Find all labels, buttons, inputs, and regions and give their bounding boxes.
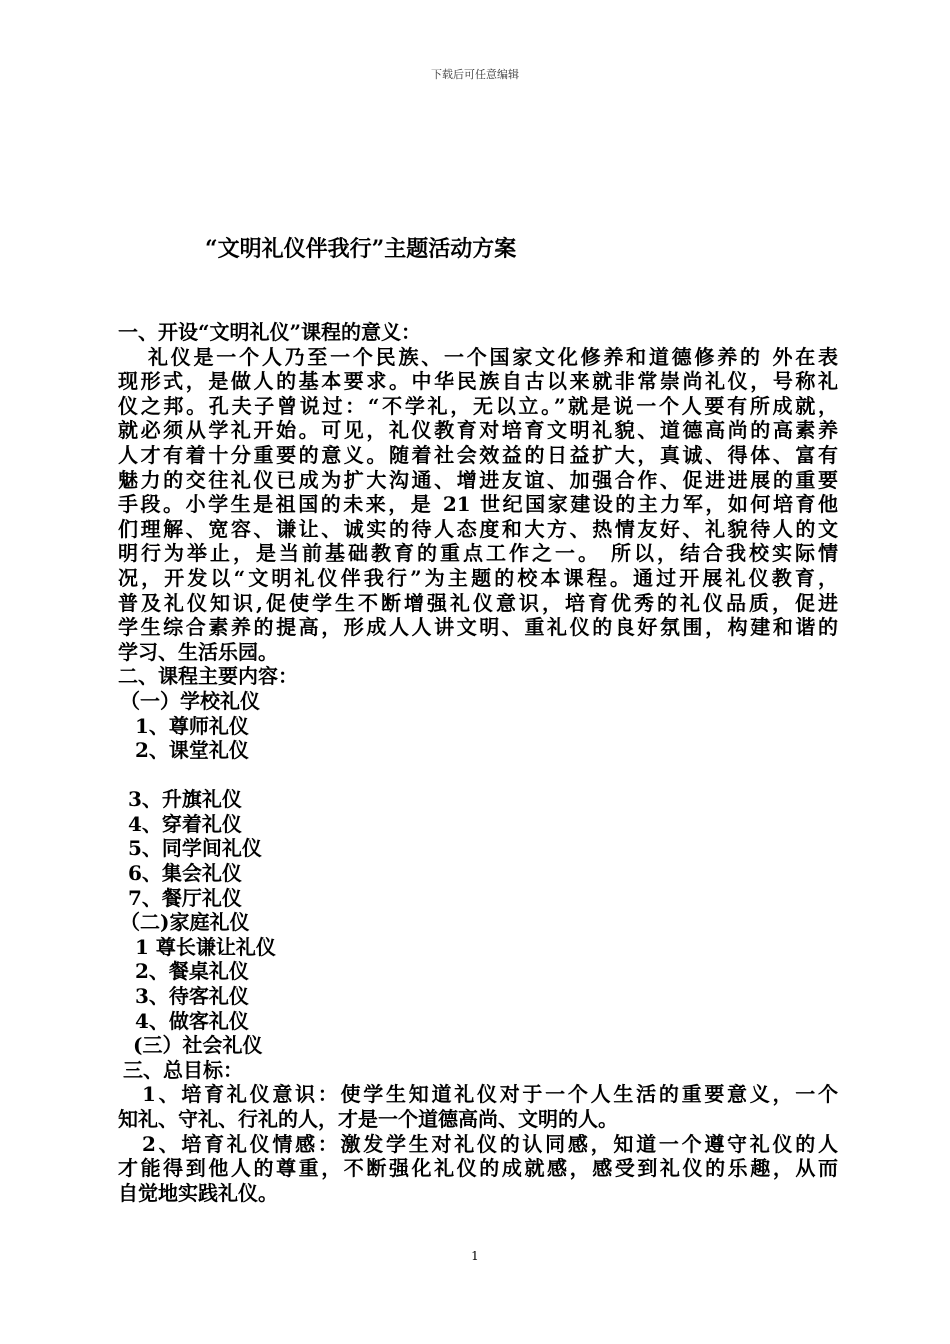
text-line: 自觉地实践礼仪。 xyxy=(118,1180,278,1205)
text-line: 手段。小学生是祖国的未来，是 21 世纪国家建设的主力军，如何培育他 xyxy=(118,492,838,517)
text-line: 知礼、守礼、行礼的人，才是一个道德高尚、文明的人。 xyxy=(118,1107,618,1131)
text-line: 2、餐桌礼仪 xyxy=(135,959,249,984)
text-line: 5、同学间礼仪 xyxy=(128,836,262,861)
text-line: 人才有着十分重要的意义。随着社会效益的日益扩大，真诚、得体、富有 xyxy=(118,442,838,467)
text-line: 4、做客礼仪 xyxy=(135,1008,249,1033)
text-line: （二)家庭礼仪 xyxy=(120,910,250,935)
text-line: 学习、生活乐园。 xyxy=(118,639,278,664)
text-line: 1 尊长谦让礼仪 xyxy=(135,934,276,959)
text-line: 2、课堂礼仪 xyxy=(135,738,249,763)
header-note: 下载后可任意编辑 xyxy=(431,68,519,81)
text-line: 1、尊师礼仪 xyxy=(135,713,249,738)
text-line: 1、培育礼仪意识：使学生知道礼仪对于一个人生活的重要意义，一个 xyxy=(142,1082,838,1107)
text-line: 就必须从学礼开始。可见，礼仪教育对培育文明礼貌、道德高尚的高素养 xyxy=(118,418,838,443)
text-line: 况，开发以“文明礼仪伴我行”为主题的校本课程。通过开展礼仪教育， xyxy=(118,565,838,590)
text-line: 4、穿着礼仪 xyxy=(128,811,242,836)
text-line: 三、总目标： xyxy=(123,1057,243,1082)
text-line: 礼仪是一个人乃至一个民族、一个国家文化修养和道德修养的 外在表 xyxy=(148,344,838,369)
text-line: 魅力的交往礼仪已成为扩大沟通、增进友谊、加强合作、促进进展的重要 xyxy=(118,467,838,492)
text-line: 仪之邦。孔夫子曾说过：“不学礼，无以立。”就是说一个人要有所成就， xyxy=(118,393,838,418)
text-line: 明行为举止，是当前基础教育的重点工作之一。 所以，结合我校实际情 xyxy=(118,541,838,566)
text-line: 二、课程主要内容： xyxy=(118,664,298,689)
text-line: 3、升旗礼仪 xyxy=(128,787,242,812)
text-line: 7、餐厅礼仪 xyxy=(128,885,242,910)
document-title: “文明礼仪伴我行”主题活动方案 xyxy=(205,236,517,262)
text-line: 学生综合素养的提高，形成人人讲文明、重礼仪的良好氛围，构建和谐的 xyxy=(118,615,838,640)
text-line: 3、待客礼仪 xyxy=(135,984,249,1009)
document-body xyxy=(118,320,838,1205)
blank-line xyxy=(118,763,838,788)
text-line: 才能得到他人的尊重，不断强化礼仪的成就感，感受到礼仪的乐趣，从而 xyxy=(118,1156,838,1181)
text-line: (三）社会礼仪 xyxy=(133,1033,263,1058)
text-line: 一、开设“文明礼仪”课程的意义： xyxy=(118,320,422,344)
page-number: 1 xyxy=(471,1249,479,1263)
text-line: 2、培育礼仪情感：激发学生对礼仪的认同感，知道一个遵守礼仪的人 xyxy=(142,1131,838,1156)
text-line: （一）学校礼仪 xyxy=(120,688,260,713)
text-line: 现形式，是做人的基本要求。中华民族自古以来就非常崇尚礼仪，号称礼 xyxy=(118,369,838,394)
text-line: 6、集会礼仪 xyxy=(128,861,242,886)
text-line: 普及礼仪知识,促使学生不断增强礼仪意识，培育优秀的礼仪品质，促进 xyxy=(118,590,838,615)
text-line: 们理解、宽容、谦让、诚实的待人态度和大方、热情友好、礼貌待人的文 xyxy=(118,516,838,541)
